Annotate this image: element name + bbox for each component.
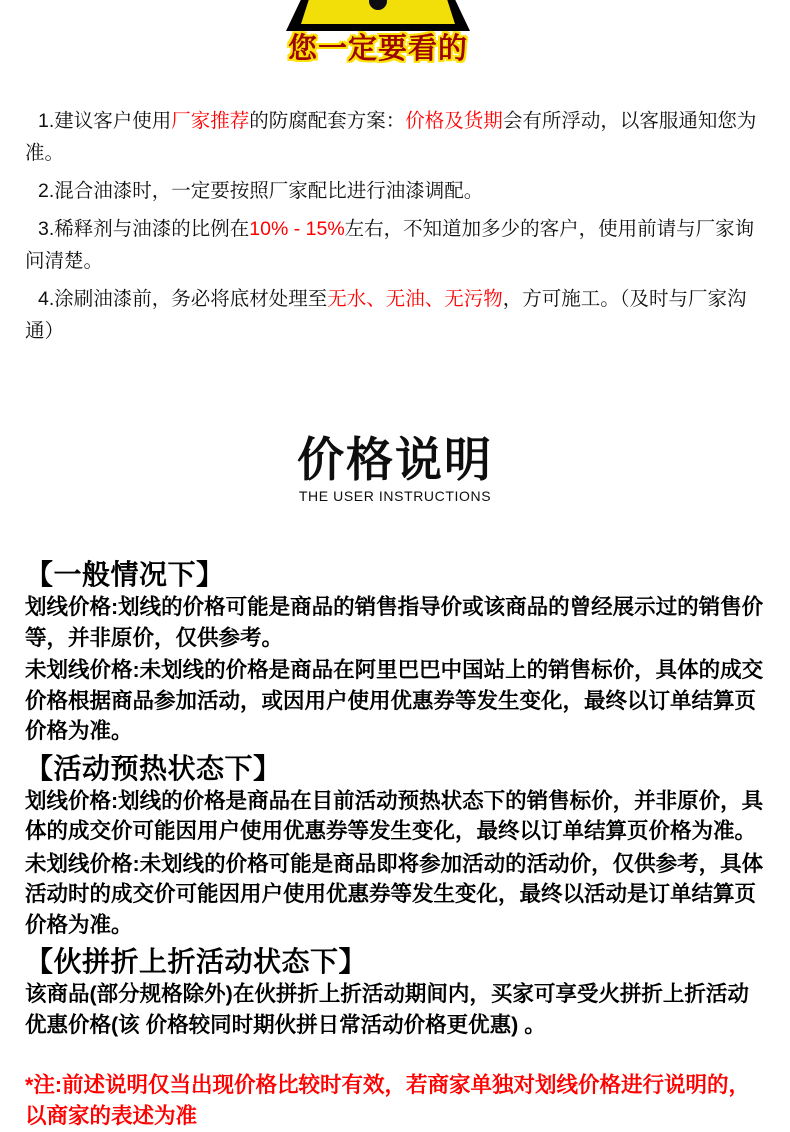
warning-title: 您一定要看的 xyxy=(287,33,468,65)
price-section-huopin-discount xyxy=(25,945,768,1040)
notice-item xyxy=(25,105,766,169)
price-sections xyxy=(25,558,768,1040)
highlight-text: 无水、无油、无污物 xyxy=(327,288,503,310)
highlight-text: 10% - 15% xyxy=(249,218,345,240)
price-section-preheat xyxy=(25,752,768,941)
price-note: *注:前述说明仅当出现价格比较时有效，若商家单独对划线价格进行说明的，以商家的表述为准 xyxy=(25,1073,751,1128)
notice-item xyxy=(25,283,766,347)
notice-text: ，方可施工。（及时与厂家沟通） xyxy=(25,288,747,342)
section-header: 【伙拼折上折活动状态下】 xyxy=(25,946,368,977)
section-paragraph: 划线价格:划线的价格可能是商品的销售指导价或该商品的曾经展示过的销售价等，并非原价，仅供参考。 xyxy=(25,595,764,650)
notice-text: 左右，不知道加多少的客户，使用前请与厂家询问清楚。 xyxy=(25,218,755,272)
price-header xyxy=(0,435,790,504)
price-title: 价格说明 xyxy=(297,433,493,486)
notice-text: 会有所浮动，以客服通知您为准。 xyxy=(25,110,757,164)
section-header: 【一般情况下】 xyxy=(25,559,225,590)
notice-text: 的防腐配套方案： xyxy=(249,110,406,132)
section-paragraph: 未划线价格:未划线的价格可能是商品即将参加活动的活动价，仅供参考，具体活动时的成交价可能因用户使用优惠券等发生变化，最终以活动是订单结算页价格为准。 xyxy=(25,851,764,937)
section-paragraph: 该商品(部分规格除外)在伙拼折上折活动期间内，买家可享受火拼折上折活动优惠价格(该 价格较同时期伙拼日常活动价格更优惠) 。 xyxy=(25,982,749,1037)
notice-item xyxy=(25,213,766,277)
price-instructions xyxy=(0,435,790,1132)
notice-item xyxy=(25,175,766,207)
notice-text: 1.建议客户使用 xyxy=(38,110,172,132)
notice-text: 3.稀释剂与油漆的比例在 xyxy=(38,218,250,240)
highlight-text: 价格及货期 xyxy=(405,110,503,132)
notice-text: 4.涂刷油漆前，务必将底材处理至 xyxy=(38,288,328,310)
section-paragraph: 划线价格:划线的价格是商品在目前活动预热状态下的销售标价，并非原价，具体的成交价可能因用户使用优惠券等发生变化，最终以订单结算页价格为准。 xyxy=(25,788,764,843)
warning-triangle-icon xyxy=(286,0,470,31)
notice-text: 2.混合油漆时，一定要按照厂家配比进行油漆调配。 xyxy=(38,180,484,202)
price-subtitle: THE USER INSTRUCTIONS xyxy=(298,488,492,504)
highlight-text: 厂家推荐 xyxy=(171,110,250,132)
price-section-general xyxy=(25,558,768,747)
section-header: 【活动预热状态下】 xyxy=(25,752,282,784)
notice-list xyxy=(25,105,766,347)
warning-banner xyxy=(0,0,773,65)
section-paragraph: 未划线价格:未划线的价格是商品在阿里巴巴中国站上的销售标价，具体的成交价格根据商品参加活动，或因用户使用优惠券等发生变化，最终以订单结算页价格为准。 xyxy=(25,658,764,743)
